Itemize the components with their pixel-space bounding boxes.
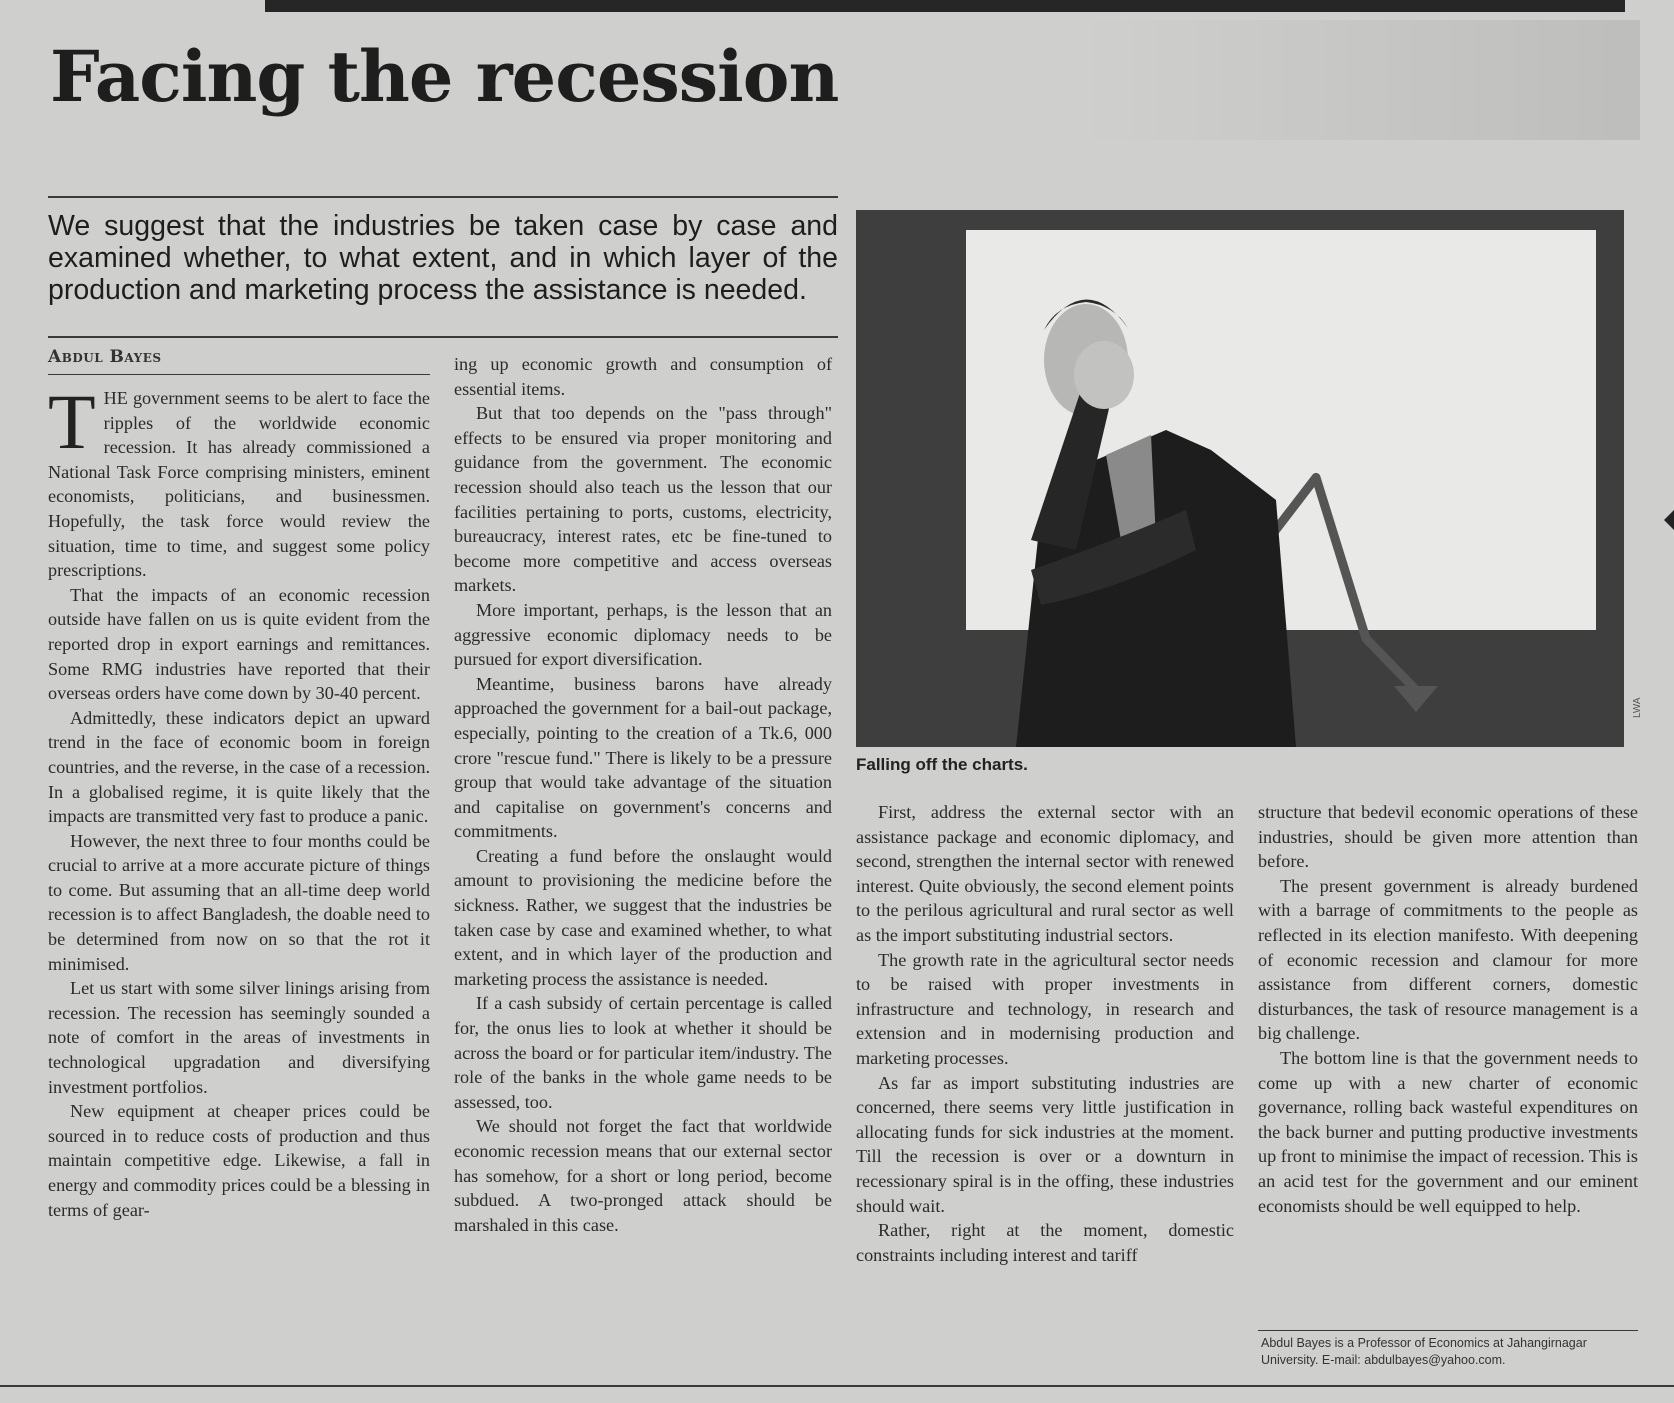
paragraph: Creating a fund before the onslaught would amount to provisioning the medicine before the sickness. Rather, we suggest that the industries be taken case by case and examined whether, to what extent, and in which layer of the production and marketing process the assistance is needed. (454, 845, 832, 989)
recession-photo (856, 210, 1624, 747)
paragraph: The present government is already burdened with a barrage of commitments to the people as reflected in its election manifesto. With deepening of economic recession and clamour for more assistance from different corners, domestic disturbances, the task of resource management is a big challenge. (1258, 875, 1638, 1044)
paragraph: More important, perhaps, is the lesson that an aggressive economic diplomacy needs to be pursued for export diversification. (454, 599, 832, 670)
photo-caption: Falling off the charts. (856, 755, 1028, 774)
paragraph: structure that bedevil economic operations of these industries, should be given more attention than before. (1258, 802, 1638, 872)
paragraph: We should not forget the fact that worldwide economic recession means that our external sector has somehow, for a short or long period, become subdued. A two-pronged attack should be marshaled in this case. (454, 1116, 832, 1235)
paragraph: The bottom line is that the government needs to come up with a new charter of economic governance, rolling back wasteful expenditures on the back burner and putting productive investments up front to minimise the impact of recession. This is an acid test for the government and our eminent economists should be well equipped to help. (1258, 1047, 1638, 1216)
paragraph: The growth rate in the agricultural sector needs to be raised with proper investments in infrastructure and technology, in research and extension and in modernising production and marketing processes. (856, 949, 1234, 1068)
photo-illustration (856, 210, 1624, 747)
man-hand (1074, 341, 1134, 409)
paragraph: But that too depends on the "pass through" effects to be ensured via proper monitoring and guidance from the government. The economic recession should also teach us the lesson that our facilities pertaining to ports, customs, electricity, bureaucracy, interest rates, etc be fine-tuned to become more competitive and access overseas markets. (454, 403, 832, 596)
lead-text: HE government seems to be alert to face the ripples of the worldwide economic recession. It has already commissioned a National Task Force comprising ministers, eminent economists, politicians, and businessmen. Hopefully, the task force would review the situation, time to time, and suggest some policy prescriptions. (48, 388, 430, 581)
author-bio: Abdul Bayes is a Professor of Economics at Jahangirnagar University. E-mail: abdulbayes@yahoo.com. (1261, 1336, 1587, 1367)
paragraph: Admittedly, these indicators depict an upward trend in the face of economic boom in foreign countries, and the reverse, in the case of a recession. In a globalised regime, it is quite likely that the impacts are transmitted very fast to produce a panic. (48, 707, 430, 827)
paragraph: Meantime, business barons have already approached the government for a bail-out package, especially, pointing to the creation of a Tk.6, 000 crore "rescue fund." There is likely to be a pressure group that would take advantage of the situation and capitalise on government's concerns and commitments. (454, 673, 832, 842)
byline-rule (48, 374, 430, 375)
bleed-through-shadow (1080, 20, 1640, 140)
paragraph: If a cash subsidy of certain percentage is called for, the onus lies to look at whether it should be across the board or for particular item/industry. The role of the banks in the whole game needs to be assessed, too. (454, 993, 832, 1112)
column-4 (1258, 800, 1638, 1218)
top-rule (265, 0, 1625, 12)
headline: Facing the recession (50, 35, 839, 118)
column-1 (48, 378, 430, 1222)
paragraph: As far as import substituting industries are concerned, there seems very little justification in allocating funds for sick industries at the moment. Till the recession is over or a downturn in recessionary spiral is in the offing, these industries should wait. (856, 1072, 1234, 1216)
page-bottom-rule (0, 1385, 1674, 1387)
byline: Abdul Bayes (48, 347, 162, 367)
edge-marker (1664, 510, 1674, 530)
drop-cap: T (48, 378, 96, 465)
paragraph: New equipment at cheaper prices could be sourced in to reduce costs of production and thus maintain competitive edge. Likewise, a fall in energy and commodity prices could be a blessing in terms of gear- (48, 1101, 430, 1220)
lead-paragraph (48, 378, 430, 583)
paragraph: Let us start with some silver linings arising from recession. The recession has seemingly sounded a note of comfort in the areas of investments in technological upgradation and diversifying investment portfolios. (48, 978, 430, 1097)
paragraph: Rather, right at the moment, domestic constraints including interest and tariff (856, 1220, 1234, 1265)
column-3 (856, 800, 1234, 1267)
bio-rule (1258, 1330, 1638, 1331)
column-2 (454, 352, 832, 1237)
paragraph: However, the next three to four months could be crucial to arrive at a more accurate picture of things to come. But assuming that an all-time deep world recession is to affect Bangladesh, the doable need to be determined from now on so that the rot it minimised. (48, 830, 430, 974)
deck-bottom-rule (48, 336, 838, 338)
deck: We suggest that the industries be taken case by case and examined whether, to what extent, and in which layer of the production and marketing process the assistance is needed. (48, 210, 838, 306)
deck-top-rule (48, 196, 838, 198)
paragraph: That the impacts of an economic recession outside have fallen on us is quite evident from the reported drop in export earnings and remittances. Some RMG industries have reported that their overseas orders have come down by 30-40 percent. (48, 584, 430, 704)
paragraph: ing up economic growth and consumption of essential items. (454, 354, 832, 399)
photo-credit: LWA (1632, 697, 1643, 718)
paragraph: First, address the external sector with an assistance package and economic diplomacy, and second, strengthen the internal sector with renewed interest. Quite obviously, the second element points to the perilous agricultural and rural sector as well as the import substituting industrial sectors. (856, 802, 1234, 945)
